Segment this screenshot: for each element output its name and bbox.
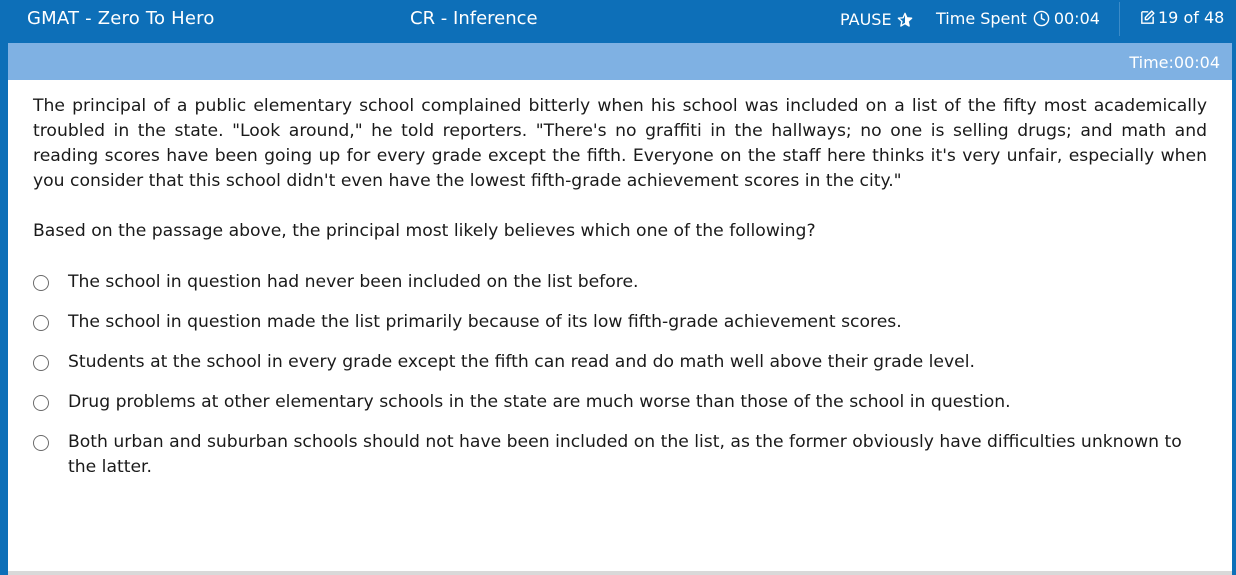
question-panel — [8, 80, 1232, 571]
time-spent-label: Time Spent — [936, 9, 1027, 28]
pause-label: PAUSE — [840, 10, 892, 29]
radio-button[interactable] — [33, 395, 49, 411]
pause-button[interactable] — [840, 10, 913, 29]
answer-option-e[interactable] — [33, 430, 1207, 480]
timer-bar — [8, 43, 1232, 80]
answer-option-b[interactable] — [33, 310, 1207, 335]
bottom-divider — [8, 571, 1232, 575]
answer-option-text: Students at the school in every grade except the fifth can read and do math well above their grade level. — [68, 352, 975, 372]
edit-icon — [1139, 9, 1156, 26]
question-progress — [1139, 8, 1224, 27]
time-spent — [936, 9, 1100, 28]
answer-option-a[interactable] — [33, 270, 1207, 295]
time-spent-value: 00:04 — [1053, 9, 1100, 28]
radio-button[interactable] — [33, 315, 49, 331]
clock-icon — [1033, 10, 1050, 27]
radio-button[interactable] — [33, 355, 49, 371]
answer-option-text: The school in question made the list primarily because of its low fifth-grade achievement scores. — [68, 312, 902, 332]
radio-button[interactable] — [33, 275, 49, 291]
header-divider — [1119, 2, 1120, 36]
question-timer: Time:00:04 — [1129, 53, 1220, 72]
question-stem: Based on the passage above, the principal most likely believes which one of the following? — [33, 221, 816, 241]
radio-button[interactable] — [33, 435, 49, 451]
question-passage: The principal of a public elementary school complained bitterly when his school was included on a list of the fifty most academically troubled in the state. "Look around," he told reporters. "There's no graffiti in the hallways; no one is selling drugs; and math and reading scores have been going up for every grade except the fifth. Everyone on the staff here thinks it's very unfair, especially when you consider that this school didn't even have the lowest fifth-grade achievement scores in the city." — [33, 96, 1207, 191]
progress-text: 19 of 48 — [1158, 8, 1225, 27]
section-title: CR - Inference — [410, 8, 538, 29]
course-title: GMAT - Zero To Hero — [27, 8, 215, 29]
answer-options — [33, 270, 1207, 495]
answer-option-c[interactable] — [33, 350, 1207, 375]
answer-option-text: The school in question had never been included on the list before. — [68, 272, 639, 292]
top-bar — [0, 0, 1236, 38]
star-outline-icon — [897, 12, 913, 28]
answer-option-text: Drug problems at other elementary schools in the state are much worse than those of the school in question. — [68, 392, 1011, 412]
answer-option-d[interactable] — [33, 390, 1207, 415]
answer-option-text: Both urban and suburban schools should not have been included on the list, as the former obviously have difficulties unknown to the latter. — [68, 432, 1182, 477]
